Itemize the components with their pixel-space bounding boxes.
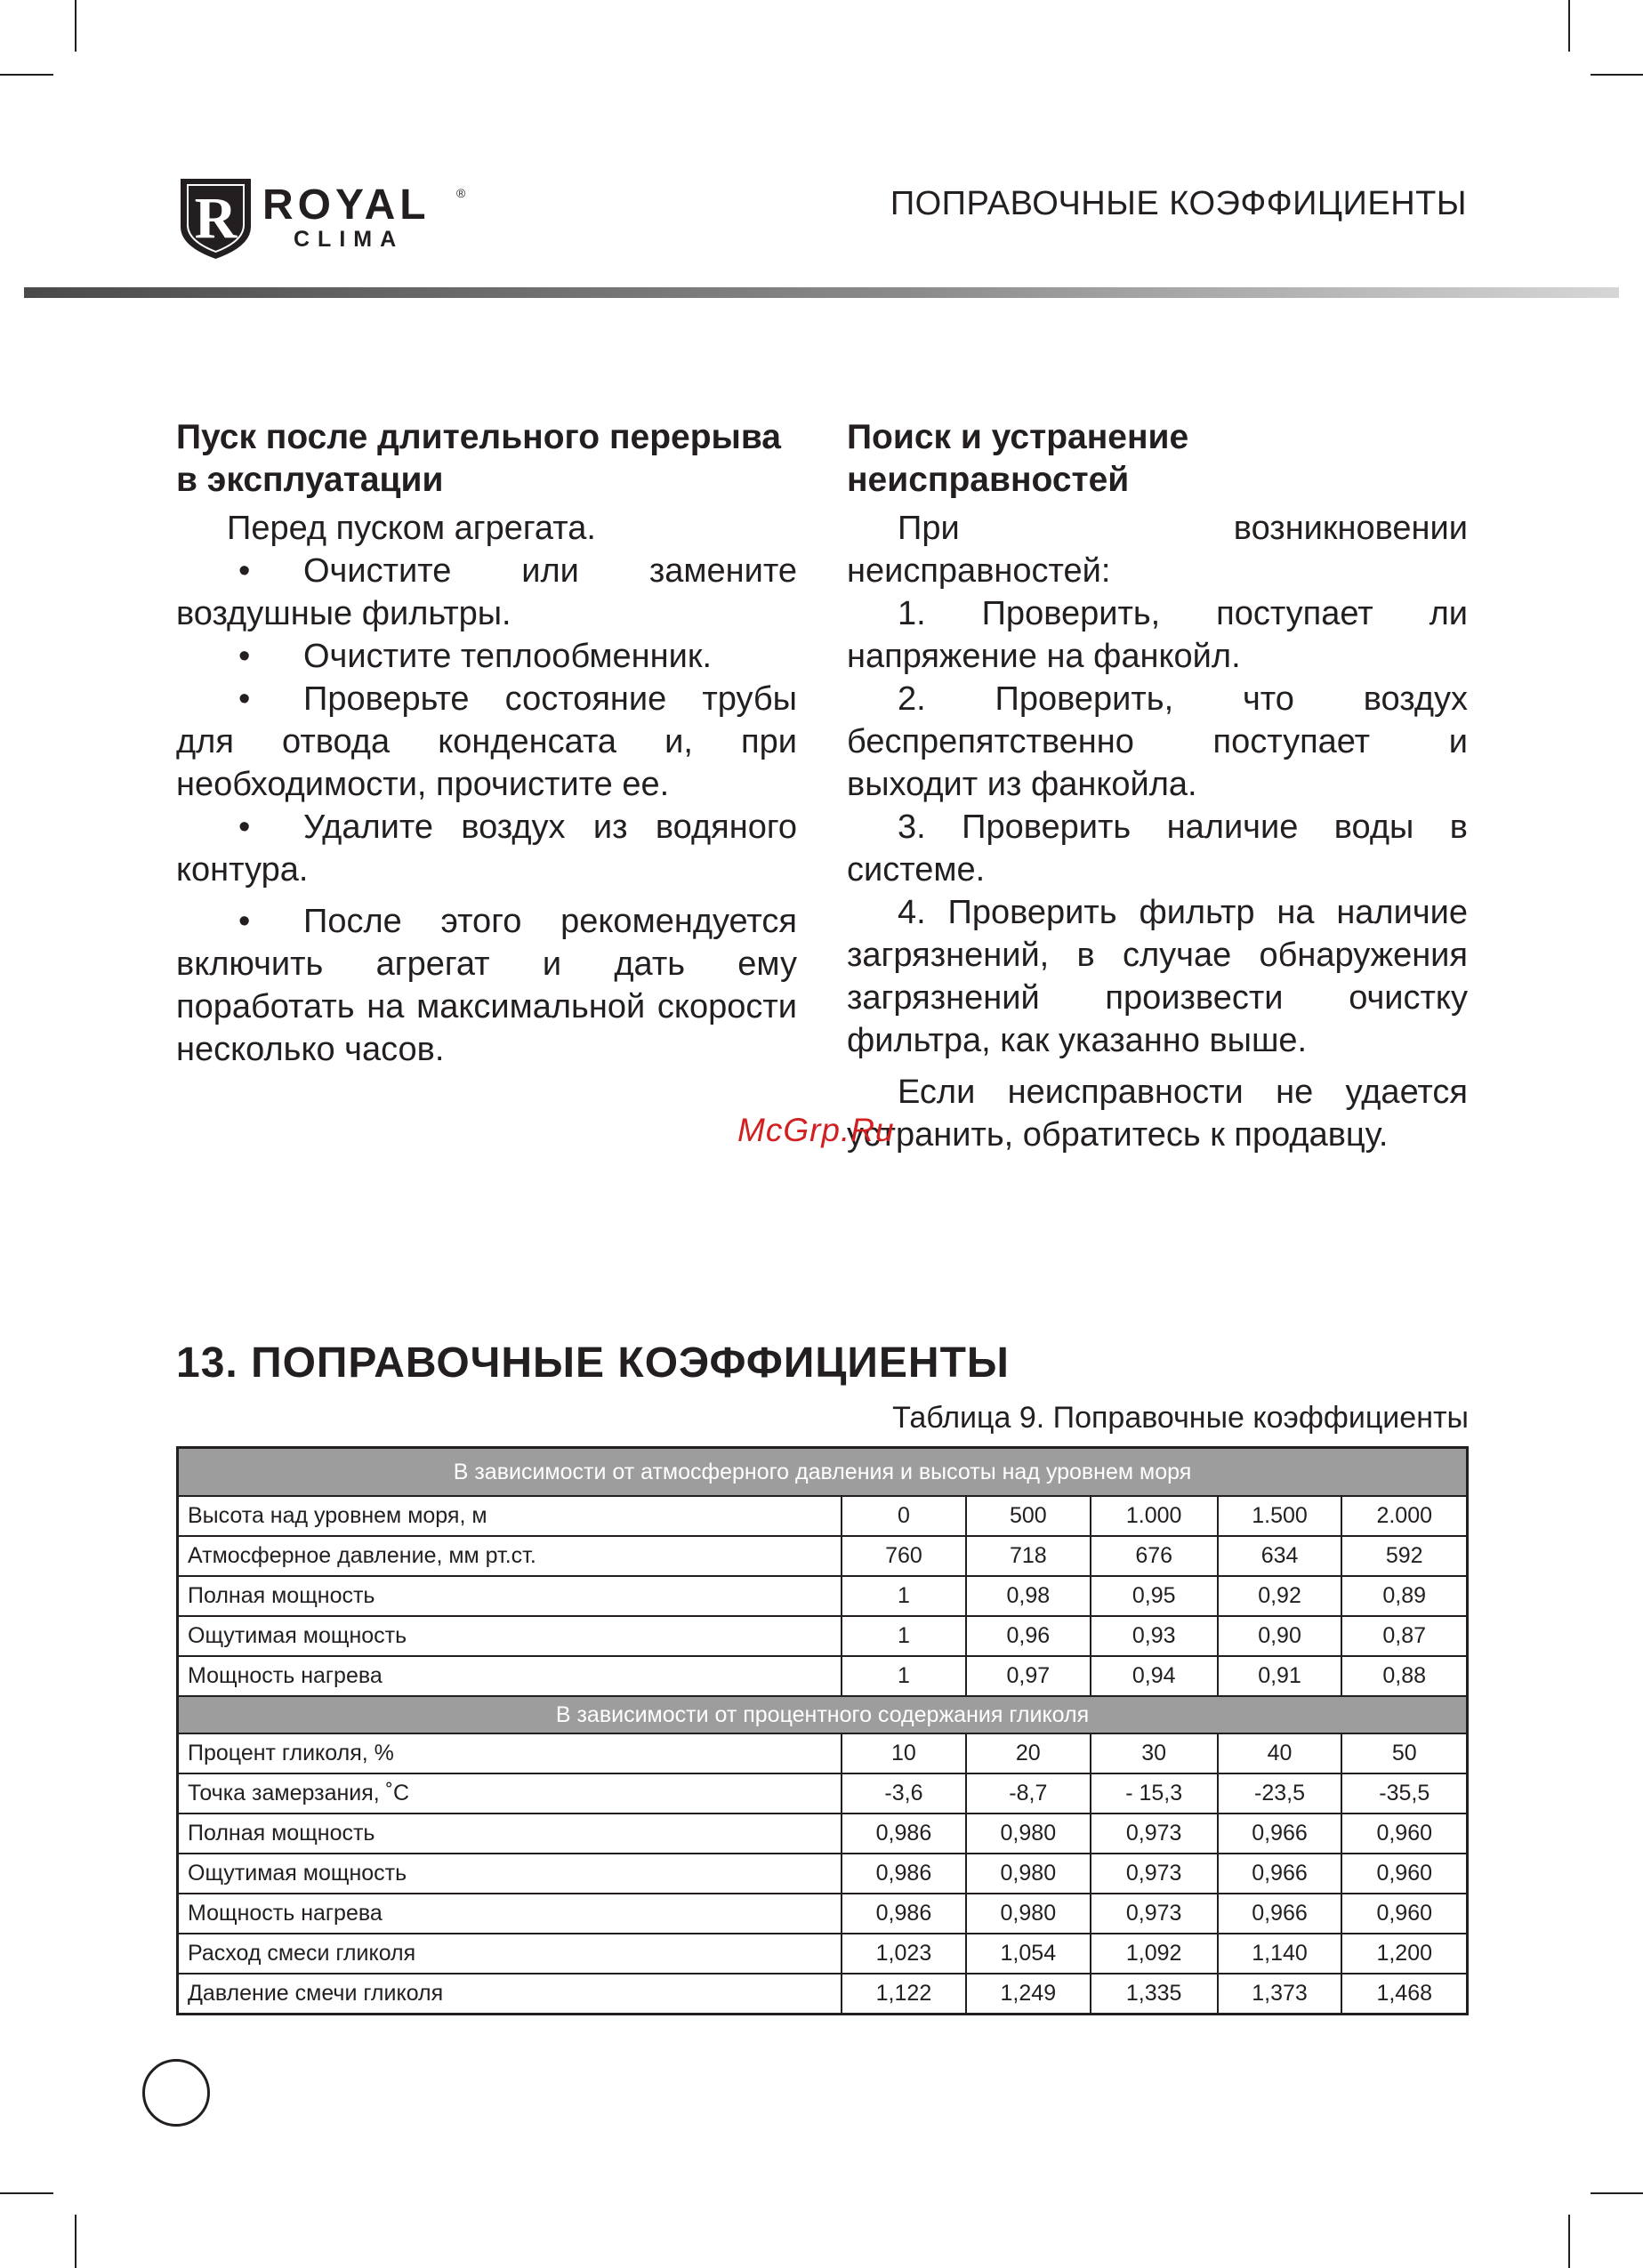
table-cell: 0,973	[1091, 1894, 1218, 1934]
table-cell: 0,93	[1091, 1616, 1218, 1656]
page-number-circle	[142, 2059, 210, 2127]
table-cell: 0,966	[1218, 1854, 1342, 1894]
table-cell: 0,980	[966, 1894, 1091, 1934]
right-column	[847, 416, 1468, 1156]
table-row	[178, 1894, 1468, 1934]
right-heading: Поиск и устранение неисправностей	[847, 418, 1189, 499]
table-cell: 1,373	[1218, 1974, 1342, 2015]
shield-icon	[173, 173, 258, 262]
row-label: Процент гликоля, %	[178, 1733, 842, 1773]
table-row	[178, 1496, 1468, 1536]
table-cell: 0,986	[842, 1894, 966, 1934]
table-cell: 592	[1341, 1536, 1467, 1576]
table-row	[178, 1854, 1468, 1894]
table-row	[178, 1576, 1468, 1616]
table-cell: 0,98	[966, 1576, 1091, 1616]
table-cell: 20	[966, 1733, 1091, 1773]
table-cell: 0,89	[1341, 1576, 1467, 1616]
correction-table	[176, 1446, 1469, 2015]
list-item: 1. Проверить, поступает ли напряжение на фанкойл.	[847, 595, 1468, 675]
row-label: Ощутимая мощность	[178, 1616, 842, 1656]
section-title: 13. ПОПРАВОЧНЫЕ КОЭФФИЦИЕНТЫ	[176, 1339, 1010, 1387]
left-column	[176, 416, 797, 1071]
table-cell: 2.000	[1341, 1496, 1467, 1536]
table-cell: 0,986	[842, 1814, 966, 1854]
crop-mark	[0, 74, 53, 76]
table-cell: 0,91	[1218, 1656, 1342, 1696]
crop-mark	[1568, 0, 1570, 52]
table-cell: 10	[842, 1733, 966, 1773]
crop-mark	[1568, 2215, 1570, 2268]
table-cell: 1,122	[842, 1974, 966, 2015]
table-cell: 718	[966, 1536, 1091, 1576]
table-cell: 0,980	[966, 1814, 1091, 1854]
bullet-icon: •	[238, 638, 251, 675]
brand-name: ROYAL	[262, 181, 431, 229]
table-cell: 634	[1218, 1536, 1342, 1576]
table-cell: 1,054	[966, 1934, 1091, 1974]
table-cell: 1	[842, 1576, 966, 1616]
svg-text:R: R	[194, 186, 238, 251]
row-label: Расход смеси гликоля	[178, 1934, 842, 1974]
table-cell: -23,5	[1218, 1773, 1342, 1814]
table-cell: 1,140	[1218, 1934, 1342, 1974]
table-cell: 1	[842, 1656, 966, 1696]
row-label: Высота над уровнем моря, м	[178, 1496, 842, 1536]
brand-subname: CLIMA	[294, 227, 405, 252]
table-row	[178, 1934, 1468, 1974]
left-heading: Пуск после длительного перерыва в эксплуатации	[176, 418, 781, 499]
table-cell: -8,7	[966, 1773, 1091, 1814]
crop-mark	[1591, 2192, 1643, 2194]
table-row	[178, 1974, 1468, 2015]
table-cell: 0,960	[1341, 1854, 1467, 1894]
table-cell: 0	[842, 1496, 966, 1536]
row-label: Точка замерзания, ˚С	[178, 1773, 842, 1814]
table-cell: - 15,3	[1091, 1773, 1218, 1814]
right-outro: Если неисправности не удается устранить, обратитесь к продавцу.	[847, 1074, 1468, 1154]
table-cell: 0,95	[1091, 1576, 1218, 1616]
row-label: Полная мощность	[178, 1576, 842, 1616]
list-item: • Удалите воздух из водяного контура.	[176, 806, 797, 891]
table-cell: -3,6	[842, 1773, 966, 1814]
header-title: ПОПРАВОЧНЫЕ КОЭФФИЦИЕНТЫ	[890, 185, 1467, 222]
table-cell: 0,960	[1341, 1894, 1467, 1934]
table-cell: 500	[966, 1496, 1091, 1536]
table-cell: 1,468	[1341, 1974, 1467, 2015]
row-label: Мощность нагрева	[178, 1656, 842, 1696]
table-cell: 0,97	[966, 1656, 1091, 1696]
table-cell: 50	[1341, 1733, 1467, 1773]
header-rule	[24, 287, 1619, 298]
left-intro: Перед пуском агрегата.	[227, 510, 596, 547]
right-intro: При возникновении неисправностей:	[847, 510, 1468, 590]
table-cell: 30	[1091, 1733, 1218, 1773]
list-item: • Очистите или замените воздушные фильтры.	[176, 550, 797, 635]
table-cell: 0,92	[1218, 1576, 1342, 1616]
table-row	[178, 1733, 1468, 1773]
brand-logo	[173, 173, 480, 267]
row-label: Ощутимая мощность	[178, 1854, 842, 1894]
table-cell: 1.000	[1091, 1496, 1218, 1536]
table-cell: 0,966	[1218, 1894, 1342, 1934]
table-row	[178, 1656, 1468, 1696]
table-cell: 0,966	[1218, 1814, 1342, 1854]
list-item: 3. Проверить наличие воды в системе.	[847, 808, 1468, 889]
bullet-icon: •	[238, 808, 251, 846]
table-cell: 676	[1091, 1536, 1218, 1576]
table-row	[178, 1773, 1468, 1814]
table-cell: 40	[1218, 1733, 1342, 1773]
table-cell: 0,90	[1218, 1616, 1342, 1656]
table-cell: 0,980	[966, 1854, 1091, 1894]
row-label: Атмосферное давление, мм рт.ст.	[178, 1536, 842, 1576]
row-label: Полная мощность	[178, 1814, 842, 1854]
table-cell: 0,87	[1341, 1616, 1467, 1656]
crop-mark	[1591, 74, 1643, 76]
table-cell: -35,5	[1341, 1773, 1467, 1814]
table-group-header: В зависимости от атмосферного давления и высоты над уровнем моря	[178, 1448, 1468, 1497]
bullet-icon: •	[238, 903, 251, 940]
table-cell: 0,94	[1091, 1656, 1218, 1696]
table-cell: 760	[842, 1536, 966, 1576]
table-cell: 0,986	[842, 1854, 966, 1894]
table-cell: 0,96	[966, 1616, 1091, 1656]
table-cell: 1.500	[1218, 1496, 1342, 1536]
table-cell: 1,200	[1341, 1934, 1467, 1974]
watermark: McGrp.Ru	[737, 1112, 895, 1148]
crop-mark	[75, 0, 77, 52]
row-label: Давление смечи гликоля	[178, 1974, 842, 2015]
registered-mark: ®	[456, 186, 466, 200]
table-cell: 1,023	[842, 1934, 966, 1974]
table-row	[178, 1536, 1468, 1576]
table-cell: 1,335	[1091, 1974, 1218, 2015]
crop-mark	[75, 2215, 77, 2268]
bullet-icon: •	[238, 552, 251, 590]
list-item: • После этого рекомендуется включить агрегат и дать ему поработать на максимальной скорости несколько часов.	[176, 900, 797, 1071]
list-item: • Проверьте состояние трубы для отвода конденсата и, при необходимости, прочистите ее.	[176, 678, 797, 806]
table-row	[178, 1814, 1468, 1854]
table-cell: 1,249	[966, 1974, 1091, 2015]
list-item: 2. Проверить, что воздух беспрепятственно поступает и выходит из фанкойла.	[847, 680, 1468, 803]
table-caption: Таблица 9. Поправочные коэффициенты	[892, 1401, 1469, 1435]
table-cell: 0,973	[1091, 1854, 1218, 1894]
crop-mark	[0, 2192, 53, 2194]
list-item: 4. Проверить фильтр на наличие загрязнений, в случае обнаружения загрязнений произвести очистку фильтра, как указанно выше.	[847, 894, 1468, 1059]
table-cell: 0,973	[1091, 1814, 1218, 1854]
table-row	[178, 1616, 1468, 1656]
table-cell: 1,092	[1091, 1934, 1218, 1974]
bullet-icon: •	[238, 680, 251, 718]
table-cell: 0,88	[1341, 1656, 1467, 1696]
list-item: • Очистите теплообменник.	[176, 635, 797, 678]
row-label: Мощность нагрева	[178, 1894, 842, 1934]
table-cell: 1	[842, 1616, 966, 1656]
table-cell: 0,960	[1341, 1814, 1467, 1854]
table-group-header: В зависимости от процентного содержания гликоля	[178, 1696, 1468, 1733]
